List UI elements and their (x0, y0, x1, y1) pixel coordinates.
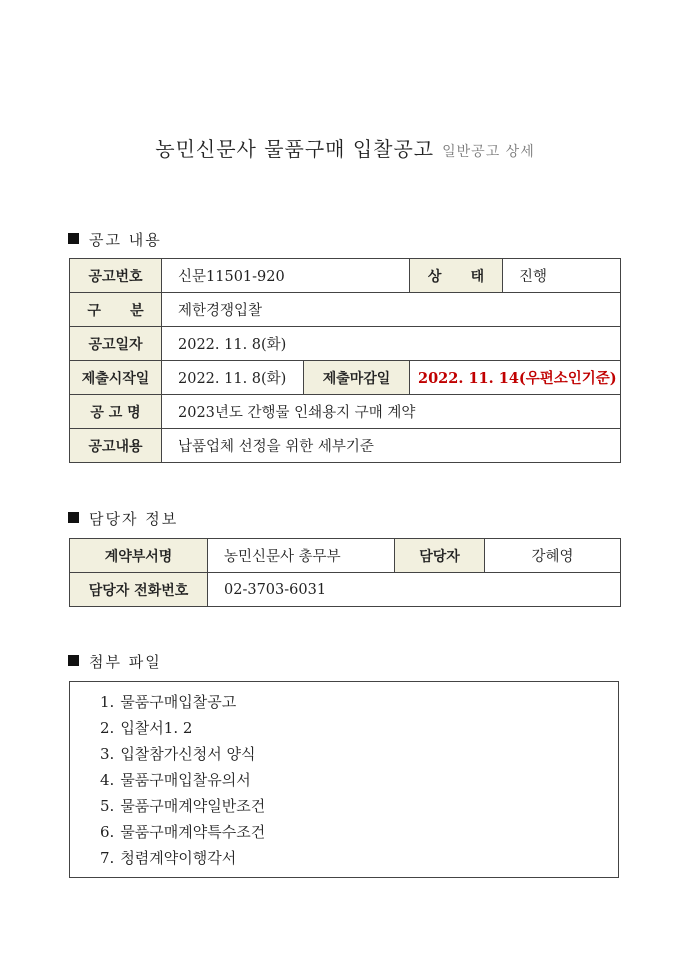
phone-label: 담당자 전화번호 (70, 573, 208, 607)
attachment-list (100, 689, 265, 871)
attachment-item[interactable]: 2. 입찰서1. 2 (100, 719, 193, 737)
square-bullet-icon (68, 512, 79, 523)
section-title: 담당자 정보 (89, 510, 179, 528)
deadline-value: 2022. 11. 14(우편소인기준) (410, 361, 621, 395)
start-value: 2022. 11. 8(화) (162, 361, 304, 395)
page-title (0, 133, 690, 162)
table-row (70, 429, 621, 463)
start-label: 제출시작일 (70, 361, 162, 395)
type-value: 제한경쟁입찰 (162, 293, 621, 327)
square-bullet-icon (68, 233, 79, 244)
phone-value: 02-3703-6031 (208, 573, 621, 607)
section-heading-files (68, 651, 162, 672)
contact-table (69, 538, 621, 607)
attachment-item[interactable]: 3. 입찰참가신청서 양식 (100, 745, 256, 763)
date-label: 공고일자 (70, 327, 162, 361)
table-row (70, 327, 621, 361)
content-label: 공고내용 (70, 429, 162, 463)
notice-no-value: 신문11501-920 (162, 259, 410, 293)
attachment-item[interactable]: 1. 물품구매입찰공고 (100, 693, 237, 711)
attachment-item[interactable]: 6. 물품구매계약특수조건 (100, 823, 266, 841)
status-label: 상 태 (410, 259, 503, 293)
name-label: 공 고 명 (70, 395, 162, 429)
attachment-link[interactable]: 입찰참가신청서 양식 (120, 745, 256, 763)
table-row (70, 573, 621, 607)
status-value: 진행 (503, 259, 621, 293)
attachment-item[interactable]: 5. 물품구매계약일반조건 (100, 797, 266, 815)
attachment-link[interactable]: 물품구매입찰유의서 (120, 771, 251, 789)
attachment-link[interactable]: 물품구매입찰공고 (120, 693, 237, 711)
table-row (70, 539, 621, 573)
square-bullet-icon (68, 655, 79, 666)
table-row (70, 361, 621, 395)
table-row (70, 259, 621, 293)
subtitle: 일반공고 상세 (442, 144, 535, 160)
dept-label: 계약부서명 (70, 539, 208, 573)
attachment-link[interactable]: 물품구매계약일반조건 (120, 797, 266, 815)
person-label: 담당자 (395, 539, 485, 573)
title-text: 농민신문사 물품구매 입찰공고 (155, 137, 435, 161)
attachment-item[interactable]: 4. 물품구매입찰유의서 (100, 771, 251, 789)
name-value: 2023년도 간행물 인쇄용지 구매 계약 (162, 395, 621, 429)
section-title: 공고 내용 (89, 231, 162, 249)
content-value: 납품업체 선정을 위한 세부기준 (162, 429, 621, 463)
person-value: 강혜영 (485, 539, 621, 573)
notice-no-label: 공고번호 (70, 259, 162, 293)
attachment-item[interactable]: 7. 청렴계약이행각서 (100, 849, 237, 867)
type-label: 구 분 (70, 293, 162, 327)
notice-table (69, 258, 621, 463)
section-title: 첨부 파일 (89, 653, 162, 671)
attachment-link[interactable]: 입찰서1. 2 (120, 719, 193, 737)
deadline-label: 제출마감일 (304, 361, 410, 395)
section-heading-notice (68, 229, 162, 250)
date-value: 2022. 11. 8(화) (162, 327, 621, 361)
attachment-link[interactable]: 청렴계약이행각서 (120, 849, 237, 867)
attachment-list-box (69, 681, 619, 878)
table-row (70, 293, 621, 327)
dept-value: 농민신문사 총무부 (208, 539, 395, 573)
attachment-link[interactable]: 물품구매계약특수조건 (120, 823, 266, 841)
section-heading-contact (68, 508, 178, 529)
table-row (70, 395, 621, 429)
